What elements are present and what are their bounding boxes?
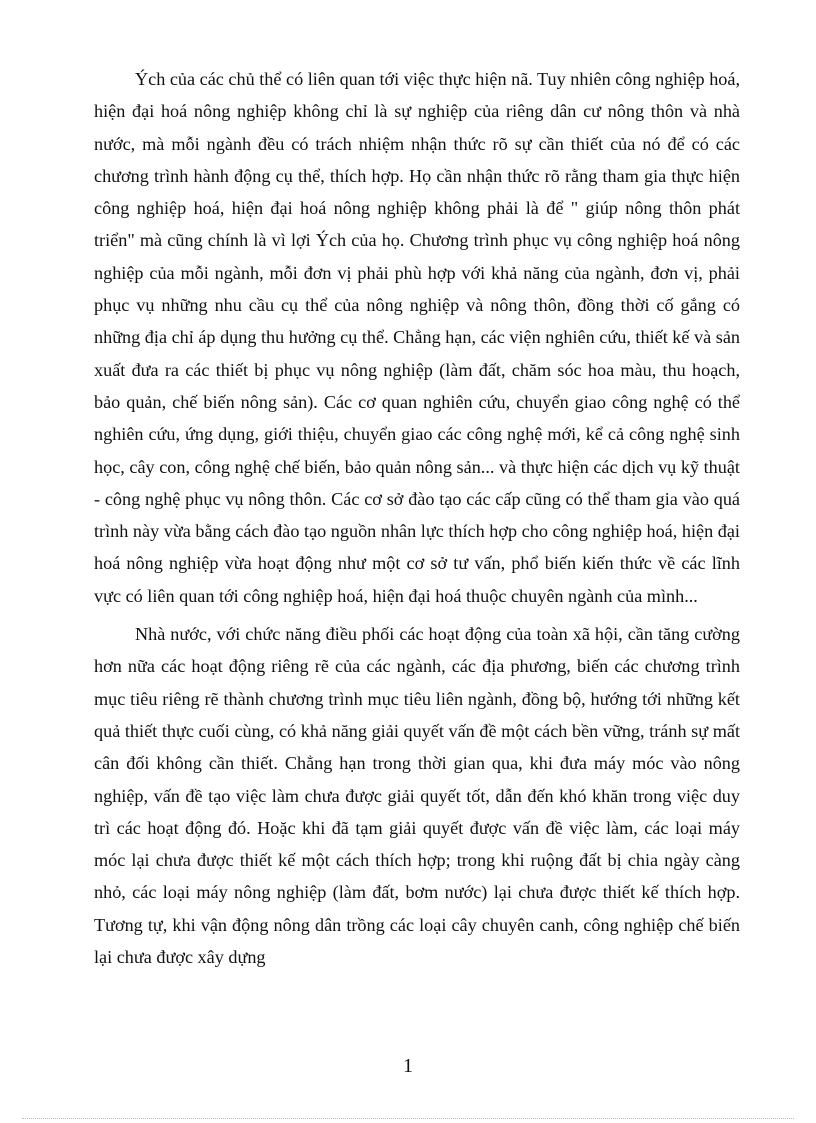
page-bottom-divider bbox=[22, 1118, 794, 1119]
paragraph-2: Nhà nước, với chức năng điều phối các hoạt động của toàn xã hội, cần tăng cường hơn nữa các hoạt động riêng rẽ của các ngành, các địa phương, biến các chương trình mục tiêu riêng rẽ thành chương trình mục tiêu liên ngành, đồng bộ, hướng tới những kết quả thiết thực cuối cùng, có khả năng giải quyết vấn đề một cách bền vững, tránh sự mất cân đối không cần thiết. Chẳng hạn trong thời gian qua, khi đưa máy móc vào nông nghiệp, vấn đề tạo việc làm chưa được giải quyết tốt, dẫn đến khó khăn trong việc duy trì các hoạt động đó. Hoặc khi đã tạm giải quyết được vấn đề việc làm, các loại máy móc lại chưa được thiết kế một cách thích hợp; trong khi ruộng đất bị chia ngày càng nhỏ, các loại máy nông nghiệp (làm đất, bơm nước) lại chưa được thiết kế thích hợp. Tương tự, khi vận động nông dân trồng các loại cây chuyên canh, công nghiệp chế biến lại chưa được xây dựng bbox=[94, 624, 740, 968]
page-number: 1 bbox=[403, 1055, 413, 1077]
paragraph-1: Ých của các chủ thể có liên quan tới việc thực hiện nã. Tuy nhiên công nghiệp hoá, hiện đại hoá nông nghiệp không chỉ là sự nghiệp của riêng dân cư nông thôn và nhà nước, mà mỗi ngành đều có trách nhiệm nhận thức rõ sự cần thiết của nó để có các chương trình hành động cụ thể, thích hợp. Họ cần nhận thức rõ rằng tham gia thực hiện công nghiệp hoá, hiện đại hoá nông nghiệp không phải là để " giúp nông thôn phát triển" mà cũng chính là vì lợi Ých của họ. Chương trình phục vụ công nghiệp hoá nông nghiệp của mỗi ngành, mỗi đơn vị phải phù hợp với khả năng của ngành, đơn vị, phải phục vụ những nhu cầu cụ thể của nông nghiệp và nông thôn, đồng thời cố gắng có những địa chỉ áp dụng thu hưởng cụ thể. Chẳng hạn, các viện nghiên cứu, thiết kế và sản xuất đưa ra các thiết bị phục vụ nông nghiệp (làm đất, chăm sóc hoa màu, thu hoạch, bảo quản, chế biến nông sản). Các cơ quan nghiên cứu, chuyển giao công nghệ có thể nghiên cứu, ứng dụng, giới thiệu, chuyển giao các công nghệ mới, kể cả công nghệ sinh học, cây con, công nghệ chế biến, bảo quản nông sản... và thực hiện các dịch vụ kỹ thuật - công nghệ phục vụ nông thôn. Các cơ sở đào tạo các cấp cũng có thể tham gia vào quá trình này vừa bằng cách đào tạo nguồn nhân lực thích hợp cho công nghiệp hoá, hiện đại hoá nông nghiệp vừa hoạt động như một cơ sở tư vấn, phổ biến kiến thức về các lĩnh vực có liên quan tới công nghiệp hoá, hiện đại hoá thuộc chuyên ngành của mình... bbox=[94, 69, 740, 606]
document-body bbox=[94, 63, 740, 973]
